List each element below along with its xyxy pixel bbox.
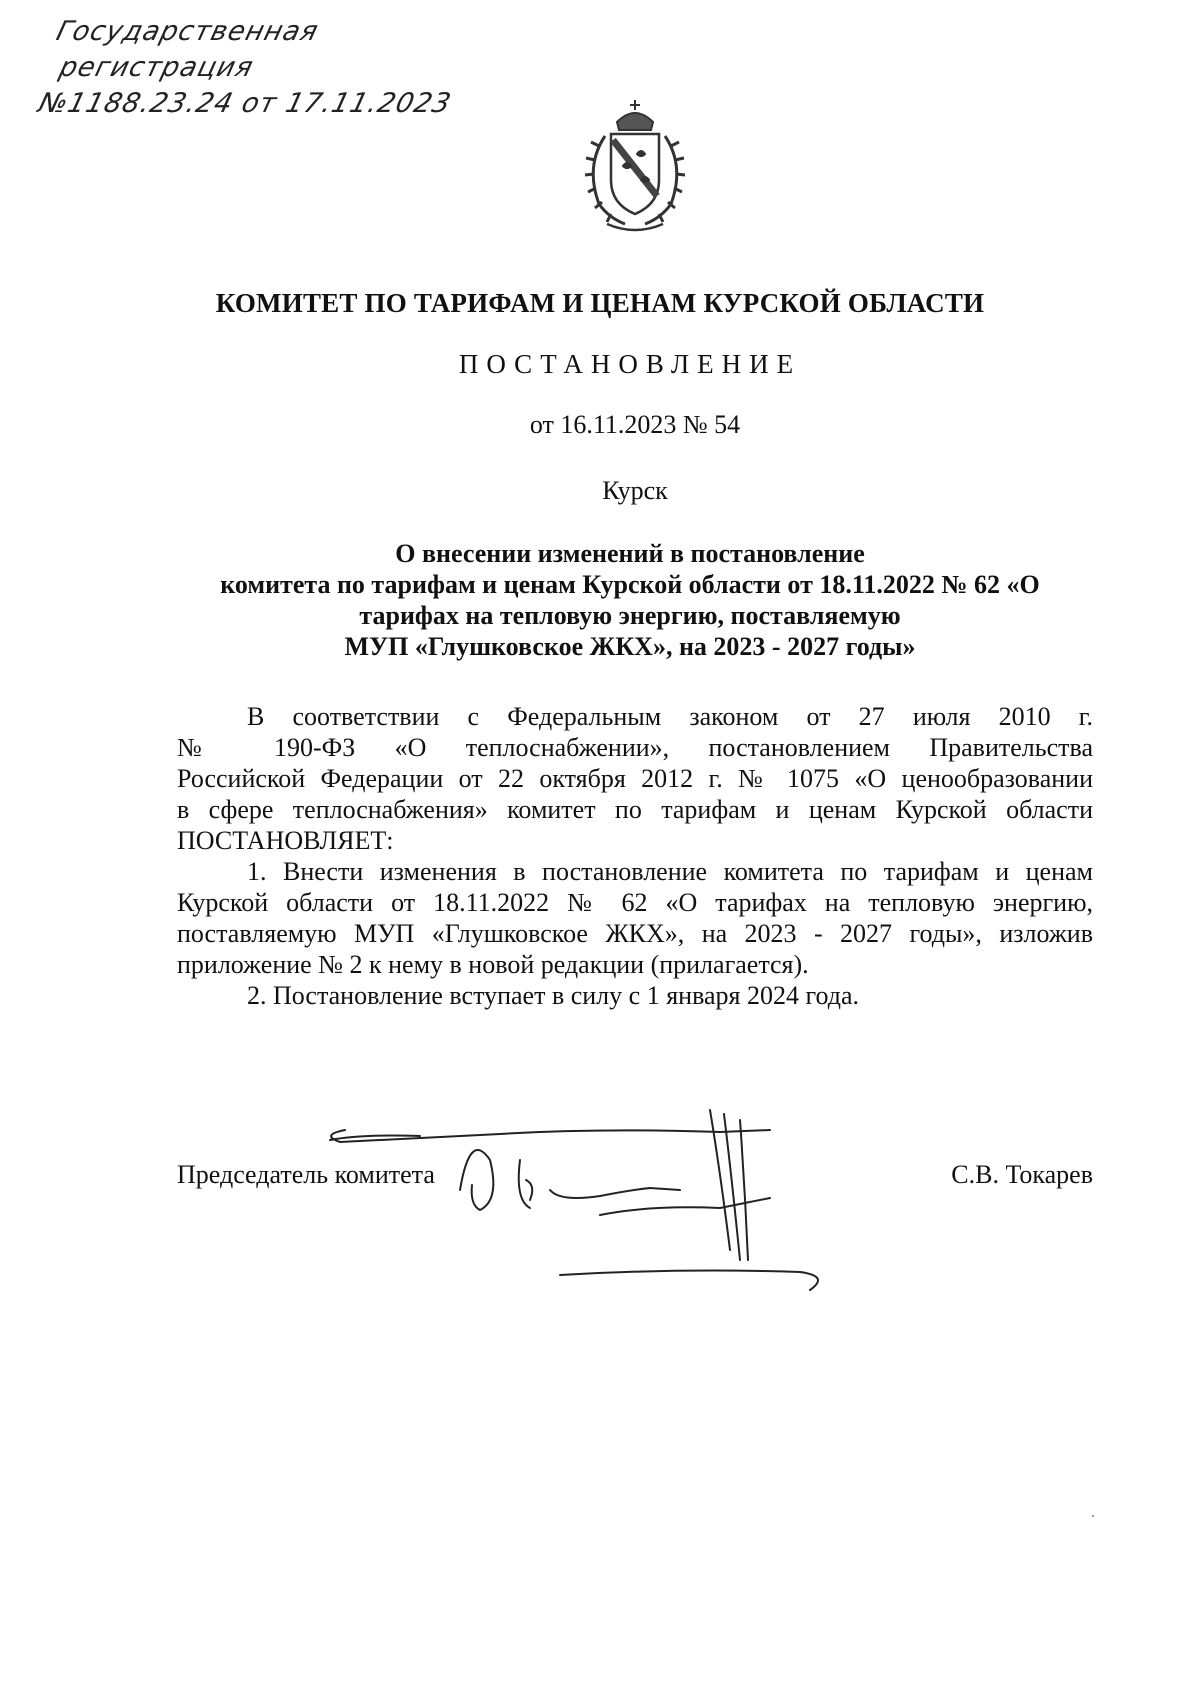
paragraph-preamble — [177, 701, 1093, 856]
coat-of-arms-icon — [565, 96, 705, 236]
scan-speck — [1092, 1515, 1094, 1517]
registration-note-line-1: Государственная — [53, 16, 322, 47]
body-line: В соответствии с Федеральным законом от 27 июля 2010 г. — [247, 702, 1093, 731]
document-type: ПОСТАНОВЛЕНИЕ — [458, 349, 802, 379]
body-line: № 190-ФЗ «О теплоснабжении», постановлением Правительства — [177, 733, 1093, 762]
document-date-number: от 16.11.2023 № 54 — [529, 410, 741, 439]
document-city: Курск — [602, 476, 668, 505]
body-line: ПОСТАНОВЛЯЕТ: — [177, 826, 394, 855]
body-line: Курской области от 18.11.2022 № 62 «О тарифах на тепловую энергию, — [177, 888, 1093, 917]
title-line: тарифах на тепловую энергию, поставляемую — [359, 601, 901, 630]
body-line: 1. Внести изменения в постановление комитета по тарифам и ценам — [247, 857, 1093, 886]
signature-row — [177, 1160, 1093, 1200]
document-body — [177, 701, 1093, 1011]
body-line: в сфере теплоснабжения» комитет по тарифам и ценам Курской области — [177, 795, 1093, 824]
registration-note-line-3: №1188.23.24 от 17.11.2023 — [35, 88, 455, 119]
body-line: Российской Федерации от 22 октября 2012 г. № 1075 «О ценообразовании — [177, 764, 1093, 793]
registration-note-line-2: регистрация — [56, 52, 257, 83]
document-title — [160, 538, 1100, 662]
title-line: О внесении изменений в постановление — [395, 539, 865, 568]
body-line: приложение № 2 к нему в новой редакции (прилагается). — [177, 950, 809, 979]
organization-name: КОМИТЕТ ПО ТАРИФАМ И ЦЕНАМ КУРСКОЙ ОБЛАСТИ — [215, 288, 985, 318]
paragraph-item-1 — [177, 856, 1093, 980]
paragraph-item-2 — [177, 980, 1093, 1011]
registration-handwritten-note — [35, 14, 455, 122]
body-line: поставляемую МУП «Глушковское ЖКХ», на 2023 - 2027 годы», изложив — [177, 919, 1093, 948]
body-line: 2. Постановление вступает в силу с 1 января 2024 года. — [247, 981, 860, 1010]
title-line: комитета по тарифам и ценам Курской области от 18.11.2022 № 62 «О — [220, 570, 1040, 599]
signatory-name: С.В. Токарев — [951, 1160, 1093, 1189]
title-line: МУП «Глушковское ЖКХ», на 2023 - 2027 годы» — [344, 632, 916, 661]
signatory-position: Председатель комитета — [177, 1160, 435, 1189]
